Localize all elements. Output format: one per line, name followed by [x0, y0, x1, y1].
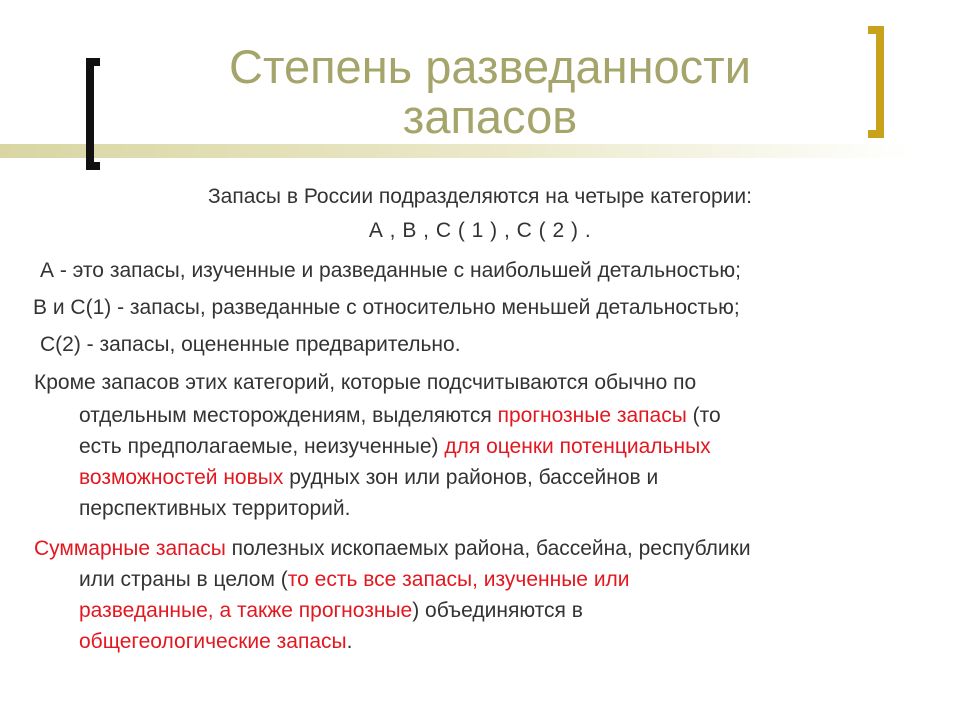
highlight-total-reserves: Суммарные запасы	[34, 537, 226, 560]
definition-a: А - это запасы, изученные и разведанные с наибольшей детальностью;	[40, 259, 741, 282]
definition-b-c1: В и С(1) - запасы, разведанные с относительно меньшей детальностью;	[33, 296, 740, 319]
highlight-potential-assessment: для оценки потенциальных	[444, 435, 711, 458]
slide-title-line-1: Степень разведанности	[229, 40, 751, 93]
p2-line-4-tail: .	[346, 630, 353, 653]
p1-line-4	[79, 463, 658, 493]
p1-line-5: перспективных территорий.	[79, 497, 351, 520]
highlight-new-possibilities: возможностей новых	[79, 466, 284, 489]
p1-line-3-text: есть предполагаемые, неизученные)	[79, 435, 445, 458]
p1-line-3	[79, 432, 711, 462]
p2-line-2-text: или страны в целом (	[79, 568, 288, 591]
slide-title	[160, 42, 820, 142]
p2-line-2	[79, 565, 630, 595]
p2-line-1-tail: полезных ископаемых района, бассейна, республики	[225, 537, 751, 560]
intro-text: Запасы в России подразделяются на четыре категории:	[208, 185, 752, 208]
right-bracket-decoration	[868, 26, 884, 138]
p1-line-4-tail: рудных зон или районов, бассейнов и	[283, 466, 659, 489]
p2-line-3	[79, 596, 583, 626]
definition-c2: С(2) - запасы, оцененные предварительно.	[40, 333, 461, 356]
highlight-all-reserves: то есть все запасы, изученные или	[287, 568, 630, 591]
highlight-forecast-reserves: прогнозные запасы	[497, 404, 687, 427]
p1-line-2-tail: (то	[686, 404, 721, 427]
p1-line-1: Кроме запасов этих категорий, которые подсчитываются обычно по	[34, 371, 697, 394]
p1-line-2-text: отдельным месторождениям, выделяются	[79, 404, 498, 427]
p2-line-1	[34, 534, 751, 564]
title-rule	[0, 144, 912, 158]
p2-line-3-tail: ) объединяются в	[412, 599, 583, 622]
p2-line-4	[79, 627, 352, 657]
p1-line-2	[79, 401, 721, 431]
highlight-explored-forecast: разведанные, а также прогнозные	[79, 599, 413, 622]
highlight-general-geological-reserves: общегеологические запасы	[79, 630, 347, 653]
categories-list: А , В , С ( 1 ) , С ( 2 ) .	[368, 219, 592, 242]
left-bracket-decoration	[86, 58, 100, 170]
slide-title-line-2: запасов	[402, 90, 578, 143]
